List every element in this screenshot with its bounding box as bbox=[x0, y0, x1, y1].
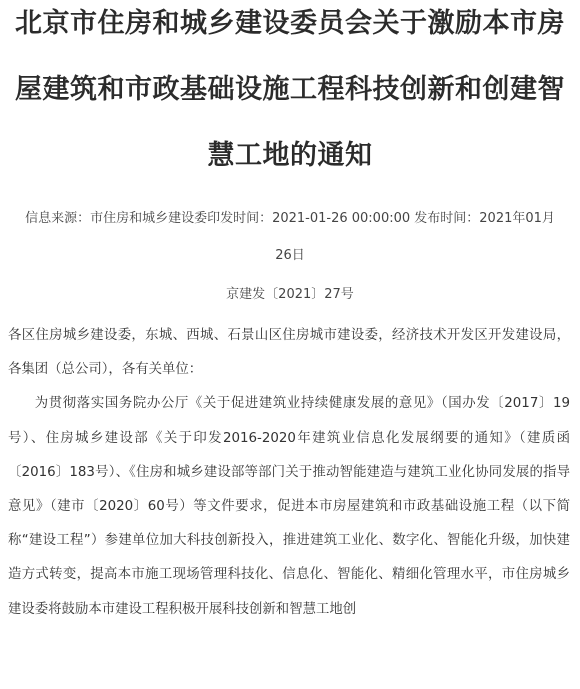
article-body bbox=[8, 319, 570, 627]
document-number: 京建发〔2021〕27号 bbox=[226, 287, 354, 302]
article-meta: 信息来源：市住房和城乡建设委印发时间：2021-01-26 00:00:00 发布时间：2021年01月26日 bbox=[25, 211, 555, 263]
article-title: 北京市住房和城乡建设委员会关于激励本市房屋建筑和市政基础设施工程科技创新和创建智慧工地的通知 bbox=[15, 8, 565, 171]
addressee-paragraph: 各区住房城乡建设委，东城、西城、石景山区住房城市建设委，经济技术开发区开发建设局，各集团（总公司），各有关单位： bbox=[8, 328, 570, 378]
body-paragraph: 为贯彻落实国务院办公厅《关于促进建筑业持续健康发展的意见》（国办发〔2017〕19号）、住房城乡建设部《关于印发2016-2020年建筑业信息化发展纲要的通知》（建质函〔2016〕183号）、《住房和城乡建设部等部门关于推动智能建造与建筑工业化协同发展的指导意见》（建市〔2020〕60号）等文件要求，促进本市房屋建筑和市政基础设施工程（以下简称“建设工程”）参建单位加大科技创新投入，推进建筑工业化、数字化、智能化升级，加快建造方式转变，提高本市施工现场管理科技化、信息化、智能化、精细化管理水平，市住房城乡建设委将鼓励本市建设工程积极开展科技创新和智慧工地创 bbox=[8, 396, 570, 617]
